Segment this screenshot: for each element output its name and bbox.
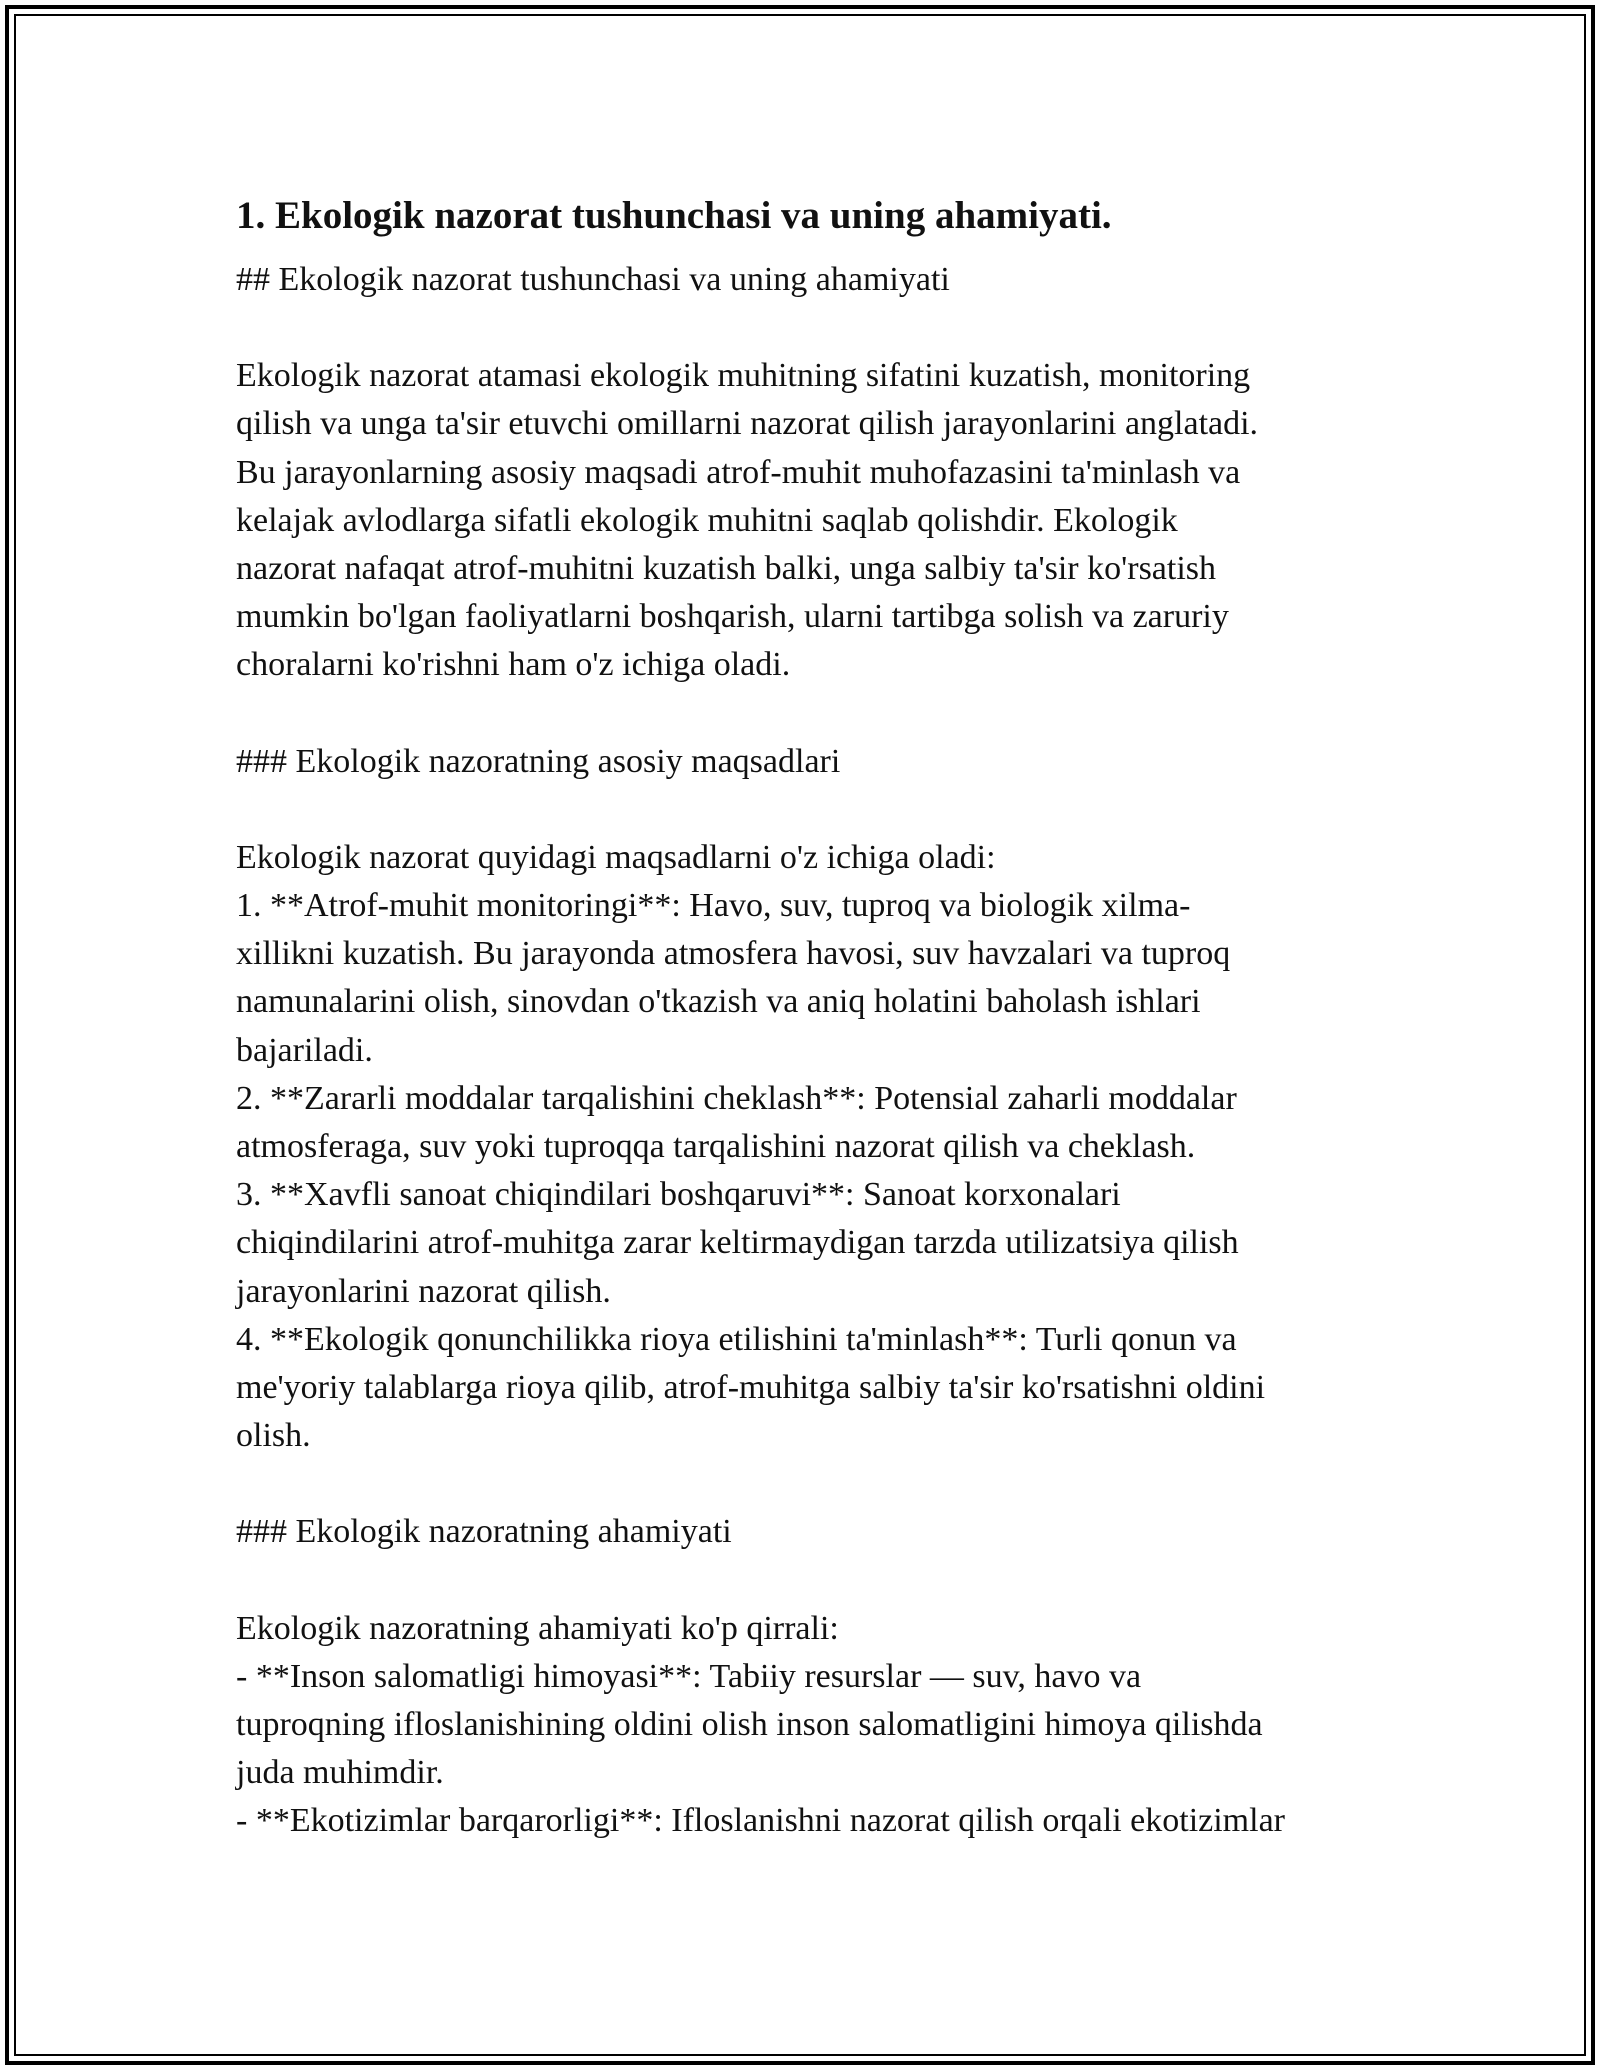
section-goals-body xyxy=(236,834,1376,1461)
subheading: ## Ekologik nazorat tushunchasi va uning ahamiyati xyxy=(236,261,950,298)
list-item-line: 1. **Atrof-muhit monitoringi**: Havo, suv, tuproq va biologik xilma- xyxy=(236,887,1191,925)
list-item-line: 4. **Ekologik qonunchilikka rioya etilishini ta'minlash**: Turli qonun va xyxy=(236,1320,1237,1358)
list-item-line: atmosferaga, suv yoki tuproqqa tarqalishini nazorat qilish va cheklash. xyxy=(236,1128,1196,1166)
paragraph-line: Ekologik nazorat atamasi ekologik muhitning sifatini kuzatish, monitoring xyxy=(236,357,1251,395)
paragraph-line: qilish va unga ta'sir etuvchi omillarni nazorat qilish jarayonlarini anglatadi. xyxy=(236,405,1259,443)
list-item-line: tuproqning ifloslanishining oldini olish inson salomatligini himoya qilishda xyxy=(236,1706,1263,1744)
list-item-line: - **Ekotizimlar barqarorligi**: Ifloslanishni nazorat qilish orqali ekotizimlar xyxy=(236,1802,1285,1840)
section-heading: ### Ekologik nazoratning asosiy maqsadlari xyxy=(236,742,841,780)
paragraph-line: nazorat nafaqat atrof-muhitni kuzatish balki, unga salbiy ta'sir ko'rsatish xyxy=(236,550,1217,588)
list-item-line: chiqindilarini atrof-muhitga zarar keltirmaydigan tarzda utilizatsiya qilish xyxy=(236,1224,1239,1262)
paragraph-line: Ekologik nazorat quyidagi maqsadlarni o'z ichiga oladi: xyxy=(236,838,996,876)
section-goals-heading-block xyxy=(236,738,1376,786)
intro-paragraph xyxy=(236,352,1376,689)
section-importance-heading-block xyxy=(236,1508,1376,1556)
document-title: 1. Ekologik nazorat tushunchasi va uning ahamiyati. xyxy=(236,194,1112,237)
list-item-line: - **Inson salomatligi himoyasi**: Tabiiy resurslar — suv, havo va xyxy=(236,1657,1142,1695)
paragraph-line: Ekologik nazoratning ahamiyati ko'p qirrali: xyxy=(236,1609,839,1647)
list-item-line: olish. xyxy=(236,1417,311,1455)
list-item-line: 3. **Xavfli sanoat chiqindilari boshqaruvi**: Sanoat korxonalari xyxy=(236,1176,1121,1214)
section-heading: ### Ekologik nazoratning ahamiyati xyxy=(236,1513,732,1551)
paragraph-line: choralarni ko'rishni ham o'z ichiga oladi. xyxy=(236,646,791,684)
document-body xyxy=(236,188,1376,1846)
paragraph-line: mumkin bo'lgan faoliyatlarni boshqarish, ularni tartibga solish va zaruriy xyxy=(236,598,1229,636)
paragraph-line: kelajak avlodlarga sifatli ekologik muhitni saqlab qolishdir. Ekologik xyxy=(236,501,1178,539)
list-item-line: me'yoriy talablarga rioya qilib, atrof-muhitga salbiy ta'sir ko'rsatishni oldini xyxy=(236,1369,1266,1407)
list-item-line: xillikni kuzatish. Bu jarayonda atmosfera havosi, suv havzalari va tuproq xyxy=(236,935,1231,973)
list-item-line: jarayonlarini nazorat qilish. xyxy=(236,1272,611,1310)
paragraph-line: Bu jarayonlarning asosiy maqsadi atrof-muhit muhofazasini ta'minlash va xyxy=(236,453,1241,491)
list-item-line: bajariladi. xyxy=(236,1031,373,1069)
list-item-line: 2. **Zararli moddalar tarqalishini cheklash**: Potensial zaharli moddalar xyxy=(236,1079,1237,1117)
list-item-line: namunalarini olish, sinovdan o'tkazish va aniq holatini baholash ishlari xyxy=(236,983,1201,1021)
section-importance-body xyxy=(236,1605,1376,1846)
list-item-line: juda muhimdir. xyxy=(236,1754,444,1792)
